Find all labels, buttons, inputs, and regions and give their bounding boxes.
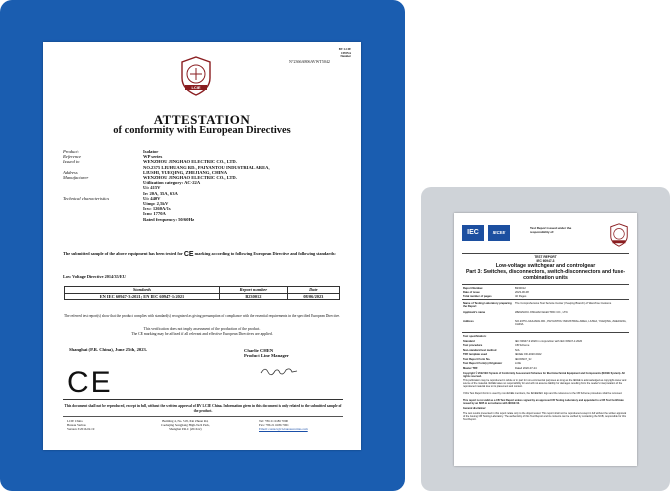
report-row-value: NO.2375 LIUHUANG RD., PAIYANTOU INDUSTRIAL AREA, LIUSHI, YUEQING, ZHEJIANG, CHINA [515,320,627,327]
bureau-veritas-seal-icon [609,223,629,247]
report-divider [462,284,629,285]
seal-text: LCIE [191,85,201,90]
report-divider [462,332,629,333]
report-divider [462,299,629,300]
place-and-date: Shanghai (P.R. China), June 25th, 2023. [69,347,147,352]
ce-mark-large: CE [67,366,113,399]
table-header: Standards [65,287,220,294]
general-disclaimer-title: General disclaimer: [463,407,487,410]
report-row [463,367,629,370]
table-header: Report number [220,287,288,294]
report-row-value: B230012 [515,287,526,290]
table-row [65,293,340,300]
report-row-value: IEC60947_3J [515,357,532,361]
report-row-label: Applicant's name [463,311,486,314]
signature-icon [259,364,299,378]
footer-line: Version 3/2016.02.19 [67,427,95,431]
iecee-logo-icon: IECEE [488,225,510,241]
attestation-certificate [43,42,361,450]
field-value: NO.2375 LIUHUANG RD., PAIYANTOU INDUSTRIAL AREA, [143,164,270,170]
general-disclaimer: The test results presented in this report relate only to the object tested. This report shall not be reproduced except in full without the written approval of the Issuing CB Testing Laboratory. The authenticity of this Test Report and its contents can be verified by contacting the NCB, responsible for this Test Report. [463,412,627,422]
report-title-line: Part 3: Switches, disconnectors, switch-disconnectors and fuse-combination units [465,269,626,281]
signer-title: Product Line Manager [244,353,289,359]
report-title-standard: IEC 60947-3 [536,259,555,263]
footer-divider [63,399,343,400]
header-right-block [339,48,351,59]
field-value: Uimp: 2,5kV [143,201,169,207]
iec-logo-icon: IEC [462,225,484,241]
field-value: Icw: 1260A/1s [143,206,171,212]
report-row [463,320,629,327]
submitted-statement [63,251,348,257]
submitted-text-pre: The submitted sample of the above equipment has been tested for [63,251,183,256]
report-header: Test Report issued under the responsibility of: [530,226,572,234]
report-logos [462,225,522,243]
report-row-label: TRF template used [463,353,488,356]
report-title-line: Low-voltage switchgear and controlgear [495,263,596,269]
footer-line: Caohejing Songjiang High-Tech Park, [161,423,210,427]
report-row-value: 2023-06-08 [515,291,529,294]
report-row-label: Date of issue [463,291,480,294]
report-title-small: TEST REPORT [534,255,557,259]
footer-middle [161,419,210,431]
ce-marking-paragraph [63,327,341,337]
footer-line: Building 4, No. 518, Xin Zhuan Rd, [162,419,209,423]
directive-name: Low Voltage Directive 2014/35/EU [63,274,126,279]
header-right-line: Number [340,54,351,59]
field-value: Ui: 440V [143,195,161,201]
certificate-number: N°2366A806AVWT5042 [289,59,330,64]
field-value: WENZHOU JINGHAO ELECTRIC CO., LTD. [143,159,237,165]
report-row [463,340,629,343]
report-row-value: IEC 60947-3:2020 in conjunction with IEC 60947-1:2020 [515,339,583,343]
field-value: Isolator [143,149,159,154]
report-row-label: Standard [463,339,475,343]
report-row-label: Report Number. [463,287,484,290]
field-value: WP series [143,154,163,160]
report-row-label: Test procedure [463,344,483,347]
report-disclaimer: This report is not valid as a CB Test Report unless signed by an approved CB Testing Laboratory and appended to a CB Test Certificate issued by an NCB in accordance with IECEE 02. [463,399,624,406]
field-label: Issued to [63,159,80,165]
field-label: Address [63,169,78,175]
field-label: Product: [63,149,80,154]
report-row [463,353,629,356]
footer-email-link[interactable]: Email: contact@cn.bureauveritas.com [259,427,308,431]
field-row [63,217,353,222]
table-header: Date [287,287,339,294]
report-row-label: Test Report Form No. [463,357,491,361]
report-copyright: Copyright © 2022 IEC System of Conformity Assessment Schemes for Electrotechnical Equipment and Components (IECEE System). All rights reserved. [463,372,625,379]
ce-paragraph-line2: The CE marking may be affixed if all relevant and effective European Directives are applied. [131,331,273,336]
field-label: Reference [63,154,82,160]
bureau-veritas-seal-icon [179,56,213,96]
field-value: Ui: 415V [143,185,161,191]
report-row [463,287,629,290]
field-label: Manufacturer [63,175,89,181]
report-disclaimer: This publication may be reproduced in whole or in part for non-commercial purposes as long as the IECEE is acknowledged as copyright owner and source of the material. IECEE takes no responsibility for and will not assume liability for damages resulting from the reader's interpretation of the reproduced material due to its placement and context. [463,379,627,389]
report-row-label: Test Report Form(s) Originator [463,362,503,365]
ce-paragraph-line1: This verification does not imply assessment of the production of the product. [143,327,261,331]
report-row-label: Name of Testing Laboratory preparing the Report [463,302,512,309]
ce-mark-inline: CE [183,250,194,258]
report-divider [462,253,629,254]
report-row [463,344,629,347]
field-label: Technical characteristics [63,195,110,201]
field-value: WENZHOU JINGHAO ELECTRIC CO., LTD. [143,175,237,181]
certificate-title: ATTESTATION [153,112,251,127]
report-row-value: LCIE [515,362,521,365]
footer-line: Shanghai P.R.C (201612) [169,427,202,431]
report-row [463,311,629,314]
field-value: Utilization category: AC-22A [143,180,201,186]
report-row [463,358,629,361]
report-row [463,291,629,294]
footer-line: LCIE China [67,419,83,423]
header-right-line: BV LCIE [338,47,351,51]
standards-table [64,286,340,300]
report-row-value: IECEE OD-2020:2022 [515,353,542,356]
report-row [463,349,629,352]
report-row-label: Non-standard test method [463,348,497,352]
field-label [63,217,143,222]
certificate-fields [63,149,353,222]
test-report-page [454,213,637,466]
field-value: Icm: 1770A [143,211,166,217]
footer-left [67,419,94,431]
report-row-label: Address [463,320,474,323]
field-value: Ie: 20A, 35A, 63A [143,190,178,196]
submitted-text-post: marking according to following European Directive and following standards: [194,251,336,256]
report-row-value: CB Scheme [515,344,530,347]
signer-name: Charlie CHEN [244,348,274,353]
report-row-value: The Comprehensive Test Service Center (Yueqing Branch) of Wenzhou Customs [515,302,612,305]
report-row-value: WENZHOU JINGHAO ELECTRIC CO., LTD. [515,311,569,314]
report-row-label: Test specification: [463,335,487,338]
compliance-paragraph: The referred test report(s) show that the product complies with standard(s) recognized as giving presumption of compliance with the essential requirements in the specified European Directive. [63,314,341,318]
footer-line: Bureau Veritas [67,423,86,427]
report-row [463,295,629,298]
certificate-subtitle: of conformity with European Directives [113,125,291,136]
footer-divider [63,416,343,417]
header-right-line: CHINA [340,50,351,55]
footer-line: Fax: +86 21 6186 7001 [259,423,289,427]
report-row-label: Total number of pages [463,295,492,298]
report-row-value: N/A [515,348,520,352]
footer-note: This document shall not be reproduced, except in full, without the written approval of BV LCIE China. Information given in this document is only related to the submitted sample of the product. [64,404,342,413]
report-row-label: Master TRF [463,366,478,370]
report-row [463,362,629,365]
field-value: Rated frequency: 50/60Hz [143,216,195,222]
report-row-value [515,335,629,338]
report-row-value: Dated 2020-07-24 [515,366,537,370]
report-disclaimer: If this Test Report Form is used by non-IECEE members, the IECEE/IEC logo and the reference to the CB Scheme procedure shall be removed. [463,392,623,395]
table-cell: EN IEC 60947-3:2021; EN IEC 60947-1:2021 [65,293,220,300]
report-title [462,255,629,281]
report-row [463,335,629,338]
footer-line: Tel: +86 21 6186 7000 [259,419,289,423]
report-row-value: 40 Pages [515,295,527,298]
table-cell: B230012 [220,293,288,300]
signer-block [244,348,289,359]
footer-right [259,419,308,431]
table-cell: 08/06/2023 [287,293,339,300]
field-value: LIUSHI, YUEQING, ZHEJIANG, CHINA [143,169,228,175]
report-row [463,302,629,309]
